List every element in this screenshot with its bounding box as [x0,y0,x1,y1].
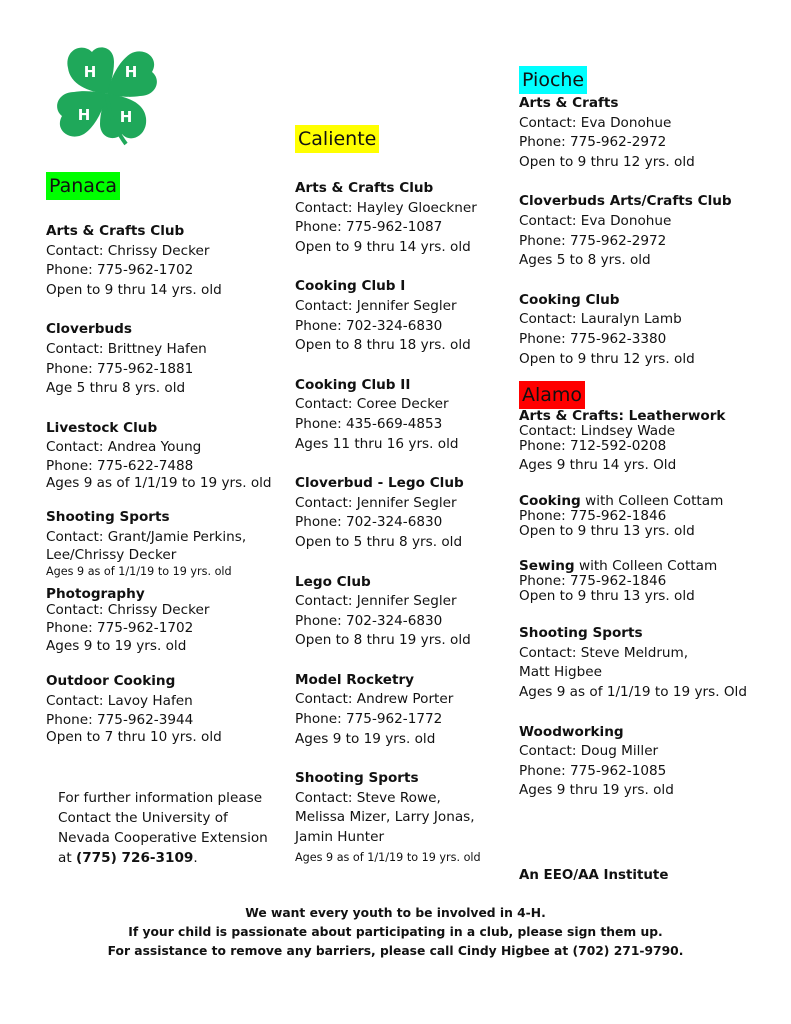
club-entry [295,376,515,454]
club-title: Arts & Crafts Club [295,180,434,196]
club-ages: Open to 9 thru 13 yrs. old [519,523,695,540]
club-entry [295,277,515,355]
club-leader: with Colleen Cottam [580,493,724,510]
club-title: Cooking Club [519,291,620,308]
club-phone: Phone: 435-669-4853 [295,415,443,432]
club-entry [46,587,286,654]
club-ages: Ages 9 thru 19 yrs. old [519,782,674,799]
club-ages: Ages 11 thru 16 yrs. old [295,435,459,452]
logo-letter: H [124,63,138,81]
club-ages: Open to 8 thru 19 yrs. old [295,632,471,649]
club-title: Arts & Crafts [519,95,619,111]
club-entry [519,559,784,604]
footer-line: If your child is passionate about participating in a club, please sign them up. [128,925,663,939]
club-entry [295,769,515,867]
panaca-heading: Panaca [46,172,120,200]
panaca-column [46,172,286,765]
club-phone: Phone: 775-962-1087 [295,219,443,236]
club-entry [519,723,784,801]
info-text [58,788,283,868]
footer-line: For assistance to remove any barriers, please call Cindy Higbee at (702) 271-9790. [107,944,684,958]
club-entry [295,474,515,552]
4h-clover-icon [48,40,166,152]
club-phone: Phone: 775-962-1881 [46,360,194,377]
club-entry [295,671,515,749]
club-ages: Open to 9 thru 12 yrs. old [519,350,695,367]
eeo-statement: An EEO/AA Institute [519,868,669,883]
club-ages: Ages 9 to 19 yrs. old [46,638,187,655]
club-entry [519,494,784,539]
info-phone: (775) 726-3109 [76,850,194,866]
club-title: Shooting Sports [519,625,643,642]
club-contact: Contact: Lindsey Wade [519,423,676,440]
club-title: Livestock Club [46,419,158,436]
club-title: Cooking [519,493,581,510]
club-contact: Contact: Hayley Gloeckner [295,199,477,216]
club-entry [46,222,286,300]
club-leader: with Colleen Cottam [574,558,718,575]
club-contact: Contact: Lauralyn Lamb [519,311,682,328]
club-contact: Contact: Jennifer Segler [295,494,457,511]
club-contact: Contact: Chrissy Decker [46,242,210,259]
club-ages: Ages 9 to 19 yrs. old [295,730,436,747]
pioche-alamo-column [519,66,784,821]
club-contact: Contact: Andrew Porter [295,691,454,708]
club-entry [519,291,784,369]
pioche-heading: Pioche [519,66,587,94]
club-contact: Contact: Lavoy Hafen [46,692,193,709]
club-title: Lego Club [295,573,371,590]
club-title: Model Rocketry [295,671,415,688]
club-title: Cloverbuds Arts/Crafts Club [519,193,732,210]
club-ages: Open to 9 thru 12 yrs. old [519,153,695,170]
club-ages: Open to 9 thru 14 yrs. old [295,238,471,255]
club-phone: Phone: 712-592-0208 [519,438,667,455]
club-ages: Open to 9 thru 14 yrs. old [46,281,222,298]
footer-message [0,904,791,961]
club-ages: Open to 7 thru 10 yrs. old [46,729,222,746]
club-contact: Contact: Chrissy Decker [46,602,210,619]
club-title: Woodworking [519,723,624,740]
club-entry [519,409,784,476]
logo-letter: H [83,63,97,81]
info-end: . [193,850,198,866]
club-title: Outdoor Cooking [46,673,176,690]
club-ages: Age 5 thru 8 yrs. old [46,380,186,397]
logo-letter: H [119,108,133,126]
club-phone: Phone: 702-324-6830 [295,317,443,334]
club-ages: Open to 5 thru 8 yrs. old [295,533,463,550]
club-ages: Open to 9 thru 13 yrs. old [519,588,695,605]
club-title: Cloverbuds [46,321,132,338]
club-phone: Phone: 775-622-7488 [46,457,194,474]
club-ages: Ages 9 as of 1/1/19 to 19 yrs. old [46,565,232,579]
logo-letter: H [77,106,91,124]
club-entry [46,508,286,579]
club-contact: Contact: Brittney Hafen [46,340,207,357]
club-phone: Phone: 775-962-3380 [519,330,667,347]
club-title-line [519,494,784,509]
club-title: Arts & Crafts Club [46,223,185,239]
club-contact: Melissa Mizer, Larry Jonas, [295,809,475,826]
club-title: Arts & Crafts: Leatherwork [519,408,726,425]
club-phone: Phone: 775-962-1702 [46,620,194,637]
club-contact: Contact: Steve Meldrum, [519,644,689,661]
club-ages: Ages 9 as of 1/1/19 to 19 yrs. Old [519,683,747,700]
club-title-line [519,559,784,574]
club-phone: Phone: 775-962-3944 [46,712,194,729]
footer-line: We want every youth to be involved in 4-H. [245,906,546,920]
club-contact: Jamin Hunter [295,829,385,846]
club-title: Cooking Club I [295,278,406,295]
club-phone: Phone: 775-962-1846 [519,573,667,590]
caliente-column [295,125,515,887]
club-ages: Ages 9 thru 14 yrs. Old [519,457,677,474]
alamo-heading: Alamo [519,381,585,409]
club-contact: Contact: Coree Decker [295,396,449,413]
club-contact: Contact: Jennifer Segler [295,297,457,314]
club-phone: Phone: 775-962-2972 [519,134,667,151]
club-contact: Contact: Eva Donohue [519,114,672,131]
info-body: For further information please Contact the University of Nevada Cooperative Extension at [58,790,268,866]
club-title: Sewing [519,558,575,575]
club-contact: Lee/Chrissy Decker [46,547,177,564]
club-contact: Contact: Doug Miller [519,743,659,760]
club-entry [46,672,286,745]
club-entry [295,179,515,257]
club-contact: Matt Higbee [519,664,603,681]
club-phone: Phone: 775-962-2972 [519,232,667,249]
club-title: Cooking Club II [295,376,411,393]
club-ages: Ages 9 as of 1/1/19 to 19 yrs. old [295,850,481,864]
club-contact: Contact: Jennifer Segler [295,593,457,610]
club-entry [46,320,286,398]
club-ages: Ages 5 to 8 yrs. old [519,252,651,269]
caliente-heading: Caliente [295,125,379,153]
club-phone: Phone: 702-324-6830 [295,612,443,629]
club-entry [295,573,515,651]
club-contact: Contact: Andrea Young [46,439,202,456]
club-ages: Open to 8 thru 18 yrs. old [295,337,471,354]
club-entry [519,624,784,702]
club-phone: Phone: 702-324-6830 [295,514,443,531]
club-entry [46,419,286,492]
club-title: Photography [46,586,145,603]
club-title: Shooting Sports [295,770,419,787]
club-title: Cloverbud - Lego Club [295,475,464,492]
club-ages: Ages 9 as of 1/1/19 to 19 yrs. old [46,474,272,491]
club-contact: Contact: Steve Rowe, [295,789,441,806]
club-title: Shooting Sports [46,508,170,525]
club-phone: Phone: 775-962-1846 [519,508,667,525]
club-phone: Phone: 775-962-1702 [46,262,194,279]
club-phone: Phone: 775-962-1085 [519,762,667,779]
club-contact: Contact: Eva Donohue [519,212,672,229]
club-phone: Phone: 775-962-1772 [295,711,443,728]
club-contact: Contact: Grant/Jamie Perkins, [46,528,247,545]
club-entry [519,192,784,270]
club-entry [519,94,784,172]
